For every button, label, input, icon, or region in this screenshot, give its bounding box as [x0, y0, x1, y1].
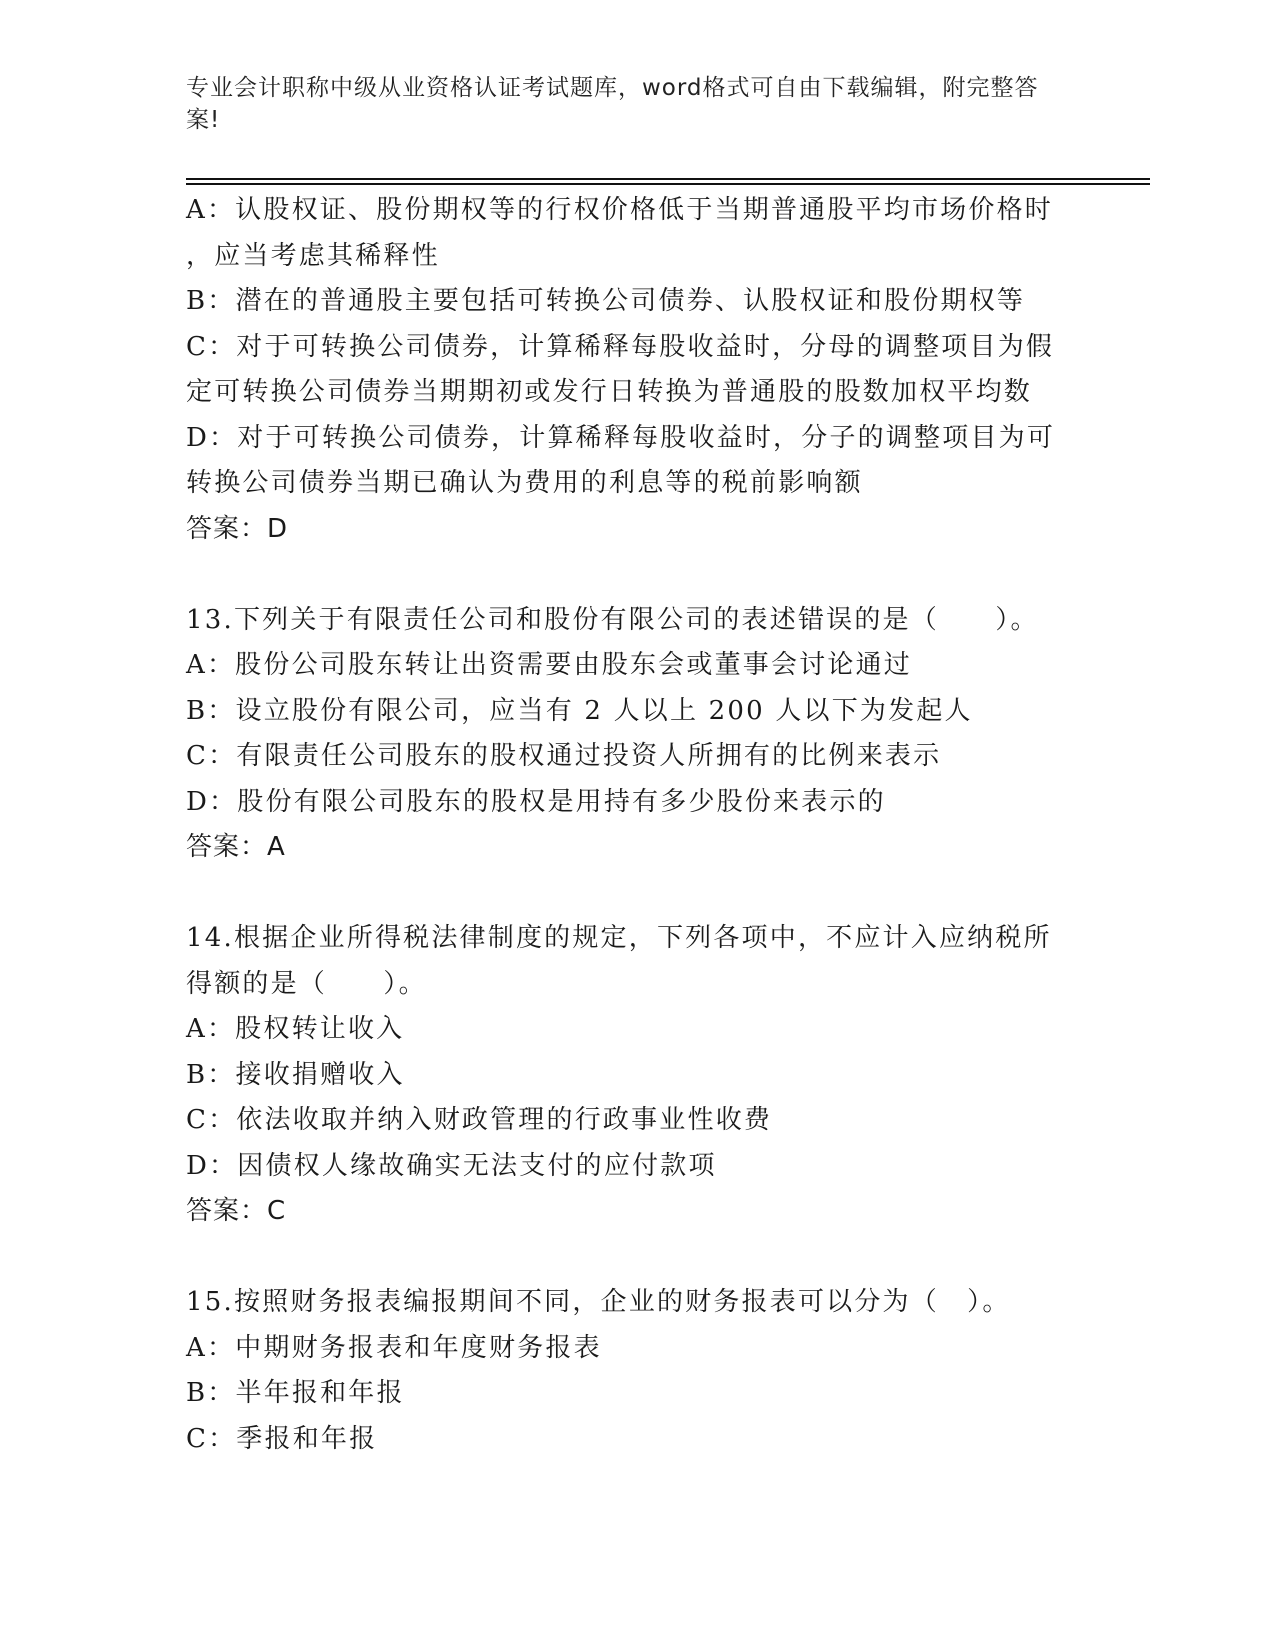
option-a: A：股份公司股东转让出资需要由股东会或董事会讨论通过: [186, 650, 912, 680]
spacer: [186, 552, 1066, 598]
option-d: D：因债权人缘故确实无法支付的应付款项: [186, 1150, 717, 1181]
answer: 答案：A: [186, 832, 286, 862]
answer: 答案：C: [186, 1196, 287, 1226]
question-15: [186, 1280, 1066, 1462]
option-c-line-2: 定可转换公司债券当期期初或发行日转换为普通股的股数加权平均数: [186, 377, 1033, 407]
option-d: D：股份有限公司股东的股权是用持有多少股份来表示的: [186, 786, 886, 817]
question-12: [186, 188, 1066, 552]
option-b: B：接收捐赠收入: [186, 1059, 405, 1090]
option-d-line-1: D：对于可转换公司债券，计算稀释每股收益时，分子的调整项目为可: [186, 422, 1056, 453]
option-a-line-2: ，应当考虑其稀释性: [186, 240, 440, 271]
document-header: [186, 72, 1066, 136]
option-d-line-2: 转换公司债券当期已确认为费用的利息等的税前影响额: [186, 468, 863, 498]
spacer: [186, 1235, 1066, 1281]
option-c-line-1: C：对于可转换公司债券，计算稀释每股收益时，分母的调整项目为假: [186, 331, 1055, 362]
header-rule-bottom: [186, 183, 1150, 185]
answer: 答案：D: [186, 513, 289, 544]
header-line-1: 专业会计职称中级从业资格认证考试题库，word格式可自由下载编辑，附完整答: [186, 75, 1039, 101]
question-stem: 13.下列关于有限责任公司和股份有限公司的表述错误的是（ ）。: [186, 604, 1039, 635]
question-stem-line-2: 得额的是（ ）。: [186, 968, 427, 999]
question-14: [186, 916, 1066, 1235]
option-a: A：股权转让收入: [186, 1014, 405, 1044]
option-c: C：有限责任公司股东的股权通过投资人所拥有的比例来表示: [186, 741, 942, 771]
option-b: B：半年报和年报: [186, 1378, 405, 1408]
option-a: A：中期财务报表和年度财务报表: [186, 1332, 602, 1363]
question-stem: 15.按照财务报表编报期间不同，企业的财务报表可以分为（ ）。: [186, 1287, 1011, 1317]
option-a-line-1: A：认股权证、股份期权等的行权价格低于当期普通股平均市场价格时: [186, 195, 1053, 225]
question-stem-line-1: 14.根据企业所得税法律制度的规定，下列各项中，不应计入应纳税所: [186, 923, 1052, 953]
document-body: [186, 188, 1066, 1462]
option-b: B：设立股份有限公司，应当有 2 人以上 200 人以下为发起人: [186, 695, 973, 726]
header-line-2: 案!: [186, 107, 221, 133]
question-13: [186, 598, 1066, 871]
option-b: B：潜在的普通股主要包括可转换公司债券、认股权证和股份期权等: [186, 286, 1026, 316]
header-rule-top: [186, 178, 1150, 180]
option-c: C：季报和年报: [186, 1423, 378, 1454]
spacer: [186, 871, 1066, 917]
option-c: C：依法收取并纳入财政管理的行政事业性收费: [186, 1105, 773, 1135]
